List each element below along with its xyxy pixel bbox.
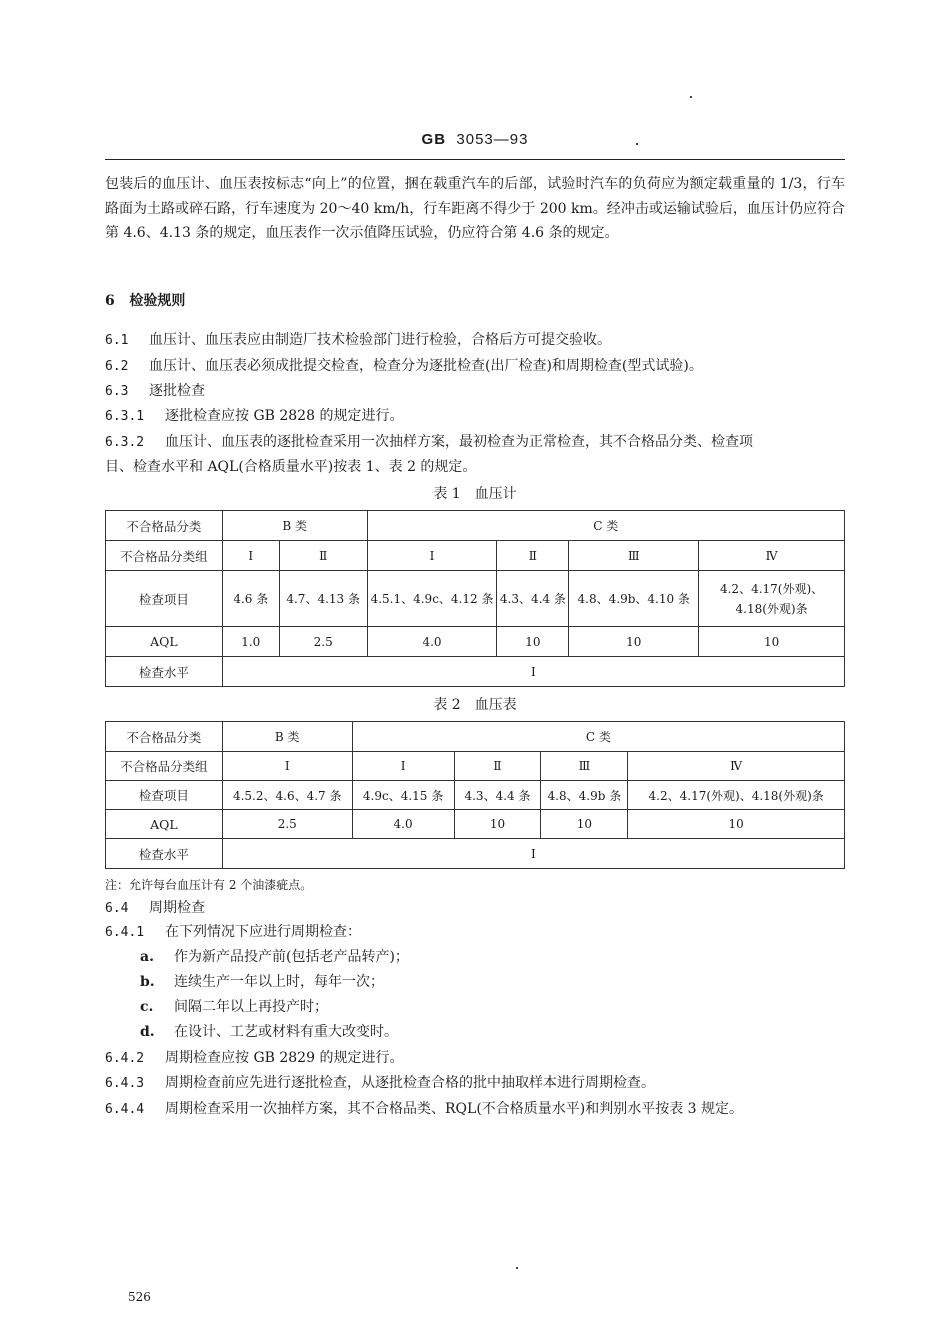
standard-code: GB [421, 131, 447, 148]
intro-paragraph: 包装后的血压计、血压表按标志“向上”的位置，捆在载重汽车的后部，试验时汽车的负荷应为额定载重量的 1/3，行车路面为土路或碎石路，行车速度为 20～40 km/h，行车距离不得少于 200 km。经冲击或运输试验后，血压计仍应符合第 4.6、4.13 条的规定，血压表作一次示值降压试验，仍应符合第 4.6 条的规定。 [105, 176, 845, 241]
clause-number: 6.4.4 [105, 1102, 145, 1117]
clause-number: 6.1 [105, 333, 129, 348]
standard-number: 3053—93 [456, 131, 529, 148]
row-label: 不合格品分类组 [106, 752, 223, 781]
table-row [106, 627, 845, 657]
aql-cell: 2.5 [279, 627, 367, 657]
clause-number: 6.3.2 [105, 435, 145, 450]
group-cell: Ⅲ [541, 752, 628, 781]
clause [105, 432, 845, 453]
item-cell [699, 571, 845, 627]
aql-cell: 10 [497, 627, 569, 657]
row-label: 检查项目 [106, 781, 223, 810]
group-cell: Ⅳ [628, 752, 845, 781]
table-row [106, 781, 845, 810]
aql-cell: 1.0 [222, 627, 279, 657]
group-cell: Ⅱ [454, 752, 541, 781]
table1-caption: 表 1 血压计 [433, 486, 517, 502]
clause [105, 1073, 845, 1094]
list-mark: a. [140, 949, 154, 965]
aql-cell: 2.5 [222, 810, 352, 839]
clause-text: 血压计、血压表必须成批提交检查，检查分为逐批检查(出厂检查)和周期检查(型式试验)。 [149, 358, 703, 374]
list-item [140, 947, 840, 967]
clause [105, 406, 845, 427]
header-rule [105, 159, 845, 160]
table1 [105, 510, 845, 687]
table-row [106, 839, 845, 869]
clause-text: 血压计、血压表的逐批检查采用一次抽样方案，最初检查为正常检查，其不合格品分类、检查项 [165, 434, 753, 450]
clause-number: 6.4.2 [105, 1051, 145, 1066]
list-text: 间隔二年以上再投产时； [174, 999, 328, 1015]
class-c-cell: C 类 [352, 722, 844, 752]
item-line: 4.18(外观)条 [735, 601, 808, 616]
clause-text: 周期检查应按 GB 2829 的规定进行。 [165, 1050, 404, 1066]
class-b-cell: B 类 [222, 511, 367, 541]
table-row [106, 722, 845, 752]
group-cell: Ⅰ [222, 752, 352, 781]
list-mark: b. [140, 974, 155, 990]
table-note: 注：允许每台血压计有 2 个油漆疵点。 [105, 878, 313, 892]
scan-speck [516, 1267, 518, 1269]
clause-text: 逐批检查应按 GB 2828 的规定进行。 [165, 408, 404, 424]
clause-number: 6.2 [105, 359, 129, 374]
clause [105, 922, 845, 943]
table2 [105, 721, 845, 869]
row-label: 检查项目 [106, 571, 223, 627]
clause-number: 6.3 [105, 384, 129, 399]
clause-number: 6.3.1 [105, 409, 145, 424]
level-cell: Ⅰ [222, 839, 844, 869]
aql-cell: 10 [628, 810, 845, 839]
clause-number: 6.4.1 [105, 925, 145, 940]
clause-text: 周期检查前应先进行逐批检查，从逐批检查合格的批中抽取样本进行周期检查。 [165, 1075, 655, 1091]
list-item [140, 972, 840, 992]
clause-text: 周期检查采用一次抽样方案，其不合格品类、RQL(不合格质量水平)和判别水平按表 3 规定。 [165, 1101, 744, 1117]
page-number: 526 [128, 1290, 151, 1304]
list-item [140, 997, 840, 1017]
row-label: AQL [106, 627, 223, 657]
item-cell: 4.9c、4.15 条 [352, 781, 454, 810]
group-cell: Ⅰ [352, 752, 454, 781]
table-row [106, 511, 845, 541]
row-label: 不合格品分类组 [106, 541, 223, 571]
row-label: 检查水平 [106, 839, 223, 869]
list-mark: d. [140, 1024, 155, 1040]
row-label: 不合格品分类 [106, 511, 223, 541]
table-row [106, 752, 845, 781]
clause-text: 周期检查 [149, 900, 205, 916]
row-label: 不合格品分类 [106, 722, 223, 752]
list-item [140, 1022, 840, 1042]
item-cell: 4.2、4.17(外观)、4.18(外观)条 [628, 781, 845, 810]
list-text: 作为新产品投产前(包括老产品转产)； [174, 949, 409, 965]
section-heading [105, 291, 845, 311]
scan-speck [636, 143, 638, 145]
item-cell: 4.3、4.4 条 [454, 781, 541, 810]
row-label: AQL [106, 810, 223, 839]
clause-text: 血压计、血压表应由制造厂技术检验部门进行检验，合格后方可提交验收。 [149, 332, 611, 348]
section-title: 检验规则 [129, 293, 186, 309]
group-cell: Ⅰ [367, 541, 497, 571]
table-row [106, 657, 845, 687]
item-cell: 4.5.2、4.6、4.7 条 [222, 781, 352, 810]
row-label: 检查水平 [106, 657, 223, 687]
item-line: 4.2、4.17(外观)、 [719, 581, 824, 596]
table-row [106, 541, 845, 571]
item-cell: 4.7、4.13 条 [279, 571, 367, 627]
group-cell: Ⅱ [279, 541, 367, 571]
clause [105, 1099, 845, 1120]
aql-cell: 4.0 [367, 627, 497, 657]
aql-cell: 10 [569, 627, 699, 657]
page-header [0, 131, 950, 148]
item-cell: 4.3、4.4 条 [497, 571, 569, 627]
section-number: 6 [105, 293, 115, 309]
class-c-cell: C 类 [367, 511, 844, 541]
item-cell: 4.6 条 [222, 571, 279, 627]
clause-number: 6.4 [105, 901, 129, 916]
list-mark: c. [140, 999, 154, 1015]
item-cell: 4.8、4.9b、4.10 条 [569, 571, 699, 627]
table-row [106, 571, 845, 627]
group-cell: Ⅱ [497, 541, 569, 571]
clause [105, 898, 845, 919]
aql-cell: 10 [454, 810, 541, 839]
clause-text: 逐批检查 [149, 383, 205, 399]
list-text: 在设计、工艺或材料有重大改变时。 [174, 1024, 398, 1040]
aql-cell: 10 [541, 810, 628, 839]
group-cell: Ⅰ [222, 541, 279, 571]
scan-speck [690, 96, 692, 98]
clause-text: 在下列情况下应进行周期检查： [165, 924, 361, 940]
table-row [106, 810, 845, 839]
group-cell: Ⅲ [569, 541, 699, 571]
clause [105, 381, 845, 402]
clause [105, 330, 845, 351]
clause-continuation: 目、检查水平和 AQL(合格质量水平)按表 1、表 2 的规定。 [105, 459, 477, 475]
clause [105, 1048, 845, 1069]
group-cell: Ⅳ [699, 541, 845, 571]
item-cell: 4.8、4.9b 条 [541, 781, 628, 810]
clause [105, 356, 845, 377]
list-text: 连续生产一年以上时，每年一次； [174, 974, 384, 990]
clause-number: 6.4.3 [105, 1076, 145, 1091]
item-cell: 4.5.1、4.9c、4.12 条 [367, 571, 497, 627]
class-b-cell: B 类 [222, 722, 352, 752]
aql-cell: 10 [699, 627, 845, 657]
table2-caption: 表 2 血压表 [433, 697, 517, 713]
level-cell: Ⅰ [222, 657, 844, 687]
aql-cell: 4.0 [352, 810, 454, 839]
